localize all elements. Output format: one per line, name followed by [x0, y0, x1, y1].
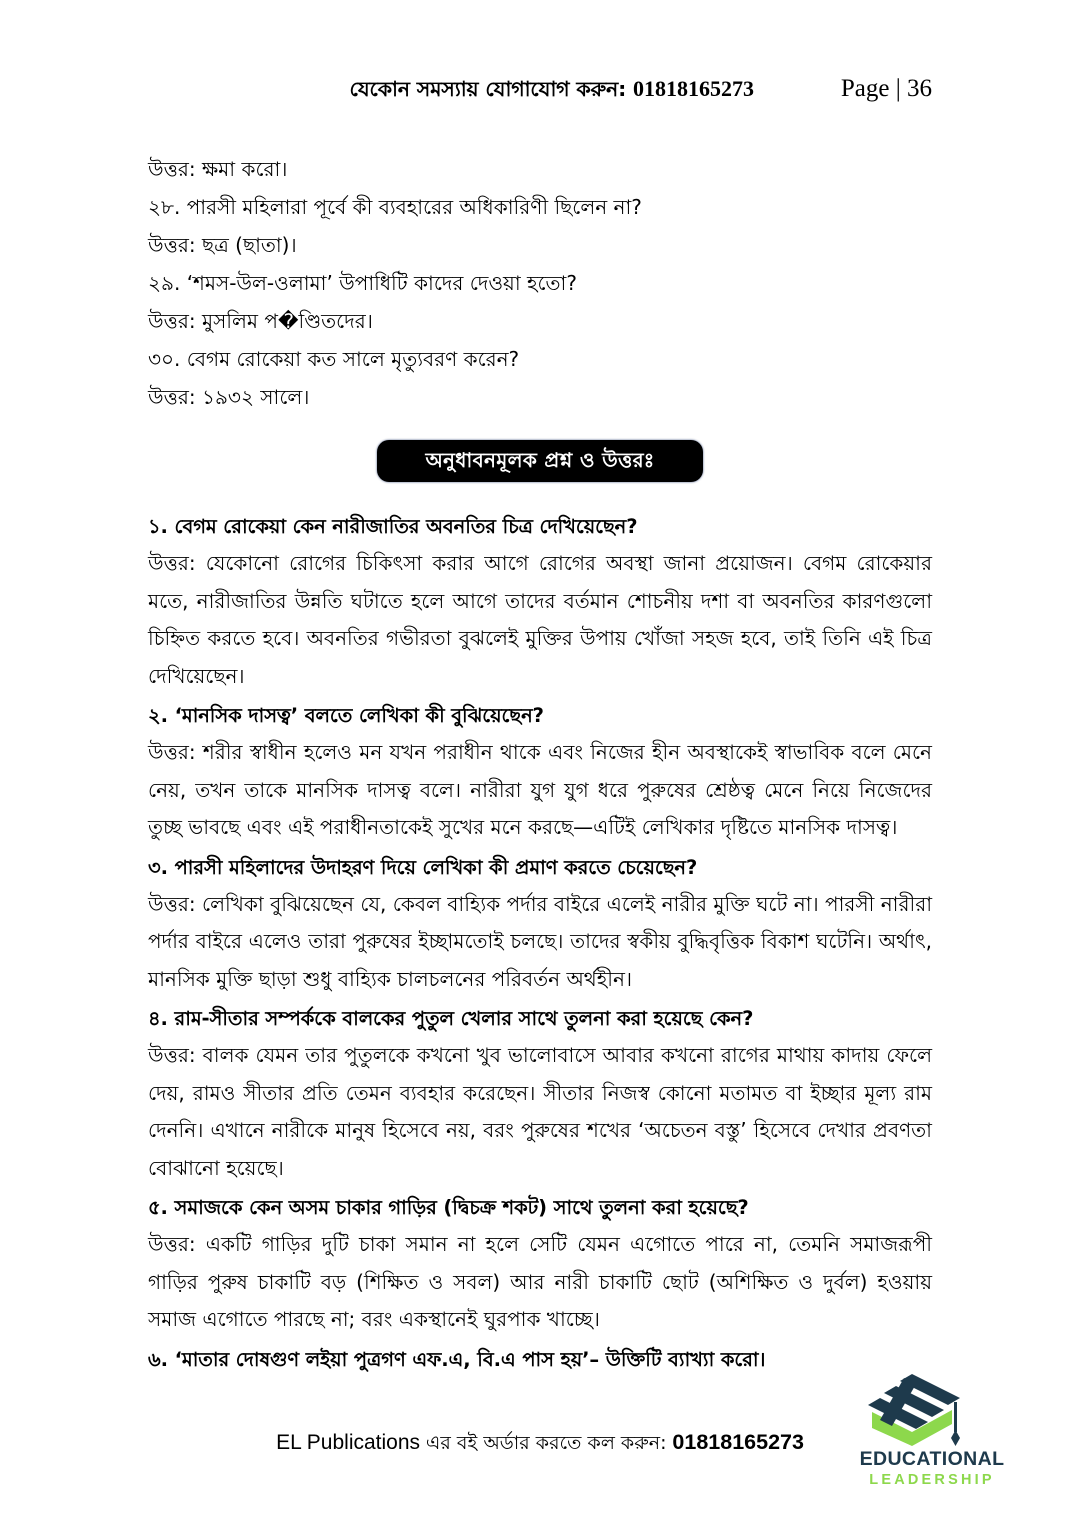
short-qa-line: উত্তর: ১৯৩২ সালে।: [148, 385, 310, 409]
educational-leadership-logo: [842, 1372, 1022, 1502]
comprehension-qa-list: [148, 508, 932, 1378]
qa-block: [148, 1341, 932, 1378]
qa-question: ৬. ‘মাতার দোষগুণ লইয়া পুত্রগণ এফ.এ, বি.এ পাস হয়’– উক্তিটি ব্যাখ্যা করো।: [148, 1347, 766, 1371]
qa-answer: উত্তর: যেকোনো রোগের চিকিৎসা করার আগে রোগের অবস্থা জানা প্রয়োজন। বেগম রোকেয়ার মতে, নারীজাতির উন্নতি ঘটাতে হলে আগে তাদের বর্তমান শোচনীয় দশা বা অবনতির কারণগুলো চিহ্নিত করতে হবে। অবনতির গভীরতা বুঝলেই মুক্তির উপায় খোঁজা সহজ হবে, তাই তিনি এই চিত্র দেখিয়েছেন।: [148, 551, 932, 688]
header-contact-phone: 01818165273: [633, 76, 754, 101]
qa-question: ১. বেগম রোকেয়া কেন নারীজাতির অবনতির চিত্র দেখিয়েছেন?: [148, 515, 638, 538]
qa-block: [148, 1000, 932, 1187]
short-qa-line: ২৯. ‘শমস-উল-ওলামা’ উপাধিটি কাদের দেওয়া হতো?: [148, 271, 577, 295]
qa-answer: উত্তর: লেখিকা বুঝিয়েছেন যে, কেবল বাহ্যিক পর্দার বাইরে এলেই নারীর মুক্তি ঘটে না। পারসী নারীরা পর্দার বাইরে এলেও তারা পুরুষের ইচ্ছামতোই চলছে। তাদের স্বকীয় বুদ্ধিবৃত্তিক বিকাশ ঘটেনি। অর্থাৎ, মানসিক মুক্তি ছাড়া শুধু বাহ্যিক চালচলনের পরিবর্তন অর্থহীন।: [148, 891, 932, 991]
footer-phone: 01818165273: [672, 1430, 804, 1454]
qa-block: [148, 1189, 932, 1339]
qa-answer: উত্তর: বালক যেমন তার পুতুলকে কখনো খুব ভালোবাসে আবার কখনো রাগের মাথায় কাদায় ফেলে দেয়, রামও সীতার প্রতি তেমন ব্যবহার করেছেন। সীতার নিজস্ব কোনো মতামত বা ইচ্ছার মূল্য রাম দেননি। এখানে নারীকে মানুষ হিসেবে নয়, বরং পুরুষের শখের ‘অচেতন বস্তু’ হিসেবে দেখার প্রবণতা বোঝানো হয়েছে।: [148, 1043, 932, 1180]
short-qa-line: উত্তর: ক্ষমা করো।: [148, 157, 288, 181]
short-qa-line: উত্তর: ছত্র (ছাতা)।: [148, 233, 297, 257]
qa-block: [148, 697, 932, 847]
page-header: [148, 74, 932, 116]
section-banner-title: অনুধাবনমূলক প্রশ্ন ও উত্তরঃ: [377, 440, 702, 482]
qa-block: [148, 849, 932, 999]
footer-publisher: EL Publications: [276, 1431, 421, 1454]
logo-name-educational: EDUCATIONAL: [859, 1448, 1005, 1470]
graduation-cap-icon: [856, 1372, 976, 1450]
qa-answer: উত্তর: শরীর স্বাধীন হলেও মন যখন পরাধীন থাকে এবং নিজের হীন অবস্থাকেই স্বাভাবিক বলে মেনে নেয়, তখন তাকে মানসিক দাসত্ব বলে। নারীরা যুগ যুগ ধরে পুরুষের শ্রেষ্ঠত্ব মেনে নিয়ে নিজেদের তুচ্ছ ভাবছে এবং এই পরাধীনতাকেই সুখের মনে করছে—এটিই লেখিকার দৃষ্টিতে মানসিক দাসত্ব।: [148, 740, 932, 839]
qa-question: ৩. পারসী মহিলাদের উদাহরণ দিয়ে লেখিকা কী প্রমাণ করতে চেয়েছেন?: [148, 855, 698, 879]
document-body: [148, 150, 932, 1380]
qa-question: ৫. সমাজকে কেন অসম চাকার গাড়ির (দ্বিচক্র শকট) সাথে তুলনা করা হয়েছে?: [148, 1196, 749, 1219]
header-contact-line: [350, 74, 754, 108]
short-qa-line: ৩০. বেগম রোকেয়া কত সালে মৃত্যুবরণ করেন?: [148, 347, 520, 371]
footer-order-line: [276, 1429, 804, 1461]
short-qa-line: ২৮. পারসী মহিলারা পূর্বে কী ব্যবহারের অধিকারিণী ছিলেন না?: [148, 195, 642, 219]
header-contact-label: যেকোন সমস্যায় যোগাযোগ করুন:: [349, 77, 627, 101]
short-qa-line: উত্তর: মুসলিম প�ণ্ডিতদের।: [148, 309, 373, 333]
footer-order-text: এর বই অর্ডার করতে কল করুন:: [425, 1432, 667, 1454]
qa-question: ২. ‘মানসিক দাসত্ব’ বলতে লেখিকা কী বুঝিয়েছেন?: [148, 704, 544, 727]
page-number: Page | 36: [840, 75, 932, 102]
logo-name-leadership: LEADERSHIP: [869, 1472, 995, 1488]
section-banner-wrapper: [148, 440, 932, 482]
qa-block: [148, 508, 932, 695]
qa-question: ৪. রাম-সীতার সম্পর্ককে বালকের পুতুল খেলার সাথে তুলনা করা হয়েছে কেন?: [148, 1007, 754, 1030]
qa-answer: উত্তর: একটি গাড়ির দুটি চাকা সমান না হলে সেটি যেমন এগোতে পারে না, তেমনি সমাজরূপী গাড়ির পুরুষ চাকাটি বড় (শিক্ষিত ও সবল) আর নারী চাকাটি ছোট (অশিক্ষিত ও দুর্বল) হওয়ায় সমাজ এগোতে পারছে না; বরং একস্থানেই ঘুরপাক খাচ্ছে।: [148, 1232, 932, 1331]
short-qa-list: [148, 150, 932, 416]
